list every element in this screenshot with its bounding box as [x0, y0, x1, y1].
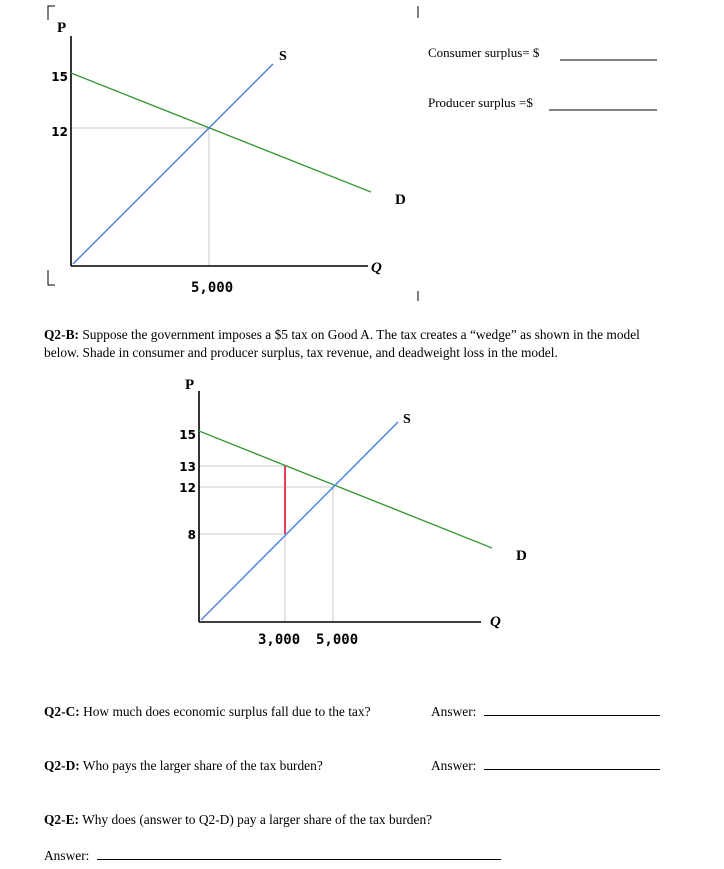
q2e-text: Why does (answer to Q2-D) pay a larger share of the tax burden? [82, 812, 433, 827]
q2e-question [44, 812, 432, 828]
q2d-answer-blank[interactable] [484, 758, 660, 770]
supply-label: S [279, 49, 287, 64]
graph-1 [48, 6, 657, 301]
axis-label-q: Q [371, 260, 382, 276]
price-tick-13: 13 [179, 460, 196, 474]
q2b-paragraph [44, 326, 674, 362]
q2e-answer [44, 848, 501, 864]
consumer-surplus-label: Consumer surplus= $ [428, 45, 540, 60]
bracket-top-left [48, 6, 55, 20]
qty-tick-5000: 5,000 [316, 632, 359, 648]
q2c-text: How much does economic surplus fall due to the tax? [83, 704, 371, 719]
price-tick-12: 12 [179, 481, 196, 495]
q2c-question [44, 704, 371, 720]
supply-curve [201, 422, 398, 620]
q2e-answer-blank[interactable] [97, 848, 501, 860]
demand-label: D [516, 548, 527, 564]
q2e-label: Q2-E: [44, 812, 79, 827]
demand-curve [199, 431, 492, 548]
demand-curve [71, 73, 371, 192]
q2d-text: Who pays the larger share of the tax burden? [82, 758, 323, 773]
supply-label: S [403, 412, 411, 427]
q2b-label: Q2-B: [44, 327, 79, 342]
producer-surplus-label: Producer surplus =$ [428, 95, 533, 110]
qty-tick-5000: 5,000 [191, 280, 234, 296]
demand-label: D [395, 192, 406, 208]
q2c-answer-label: Answer: [431, 704, 477, 719]
q2c-answer-blank[interactable] [484, 704, 660, 716]
graph-2 [179, 377, 527, 648]
q2d-label: Q2-D: [44, 758, 80, 773]
supply-curve [73, 64, 273, 264]
price-tick-15: 15 [179, 428, 196, 442]
qty-tick-3000: 3,000 [258, 632, 301, 648]
q2d-answer [431, 758, 660, 774]
q2e-answer-label: Answer: [44, 848, 90, 863]
q2c-label: Q2-C: [44, 704, 80, 719]
price-tick-12: 12 [51, 125, 68, 139]
q2d-question [44, 758, 323, 774]
price-tick-8: 8 [187, 528, 196, 542]
q2b-text: Suppose the government imposes a $5 tax on Good A. The tax creates a “wedge” as shown in the model below. Shade in consumer and producer surplus, tax revenue, and deadweight loss in the model. [44, 327, 640, 360]
q2d-answer-label: Answer: [431, 758, 477, 773]
axis-label-p: P [57, 20, 67, 36]
bracket-bottom-left [48, 270, 55, 285]
price-tick-15: 15 [51, 70, 68, 84]
axis-label-q: Q [490, 614, 501, 630]
q2c-answer [431, 704, 660, 720]
axis-label-p: P [185, 377, 195, 393]
